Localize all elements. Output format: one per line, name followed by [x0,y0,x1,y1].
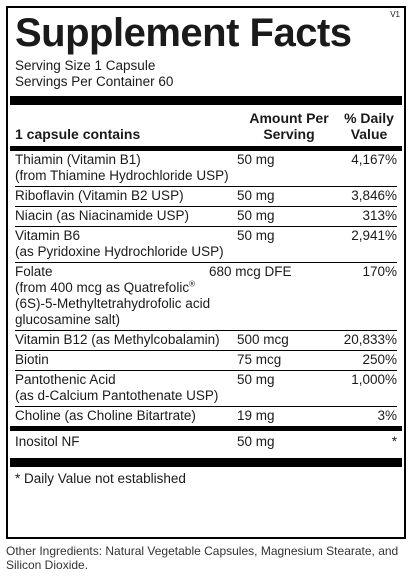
panel-title: Supplement Facts [15,11,352,55]
nutrient-name: Vitamin B6 [15,228,81,243]
nutrient-dv: * [391,434,397,449]
servings-per-container: Servings Per Container 60 [15,74,174,89]
table-header [15,105,397,146]
table-row [15,187,397,207]
nutrient-name: Choline (as Choline Bitartrate) [15,408,196,423]
registered-mark: ® [189,279,195,289]
header-contains: 1 capsule contains [15,126,141,142]
nutrient-dv: 3% [377,408,397,423]
nutrient-amount: 50 mg [237,228,275,243]
nutrient-amount: 50 mg [237,372,275,387]
table-row [15,151,397,187]
bottom-divider [10,458,402,467]
nutrient-name: Folate [15,264,53,279]
nutrient-source: (from Thiamine Hydrochloride USP) [15,168,229,183]
table-row [15,263,397,331]
nutrient-dv: 313% [362,208,397,223]
table-row [15,227,397,263]
nutrient-name: Niacin (as Niacinamide USP) [15,208,190,223]
nutrient-source: (as Pyridoxine Hydrochloride USP) [15,244,224,259]
nutrient-amount: 75 mcg [237,352,282,367]
supplement-facts-panel [6,6,406,539]
nutrient-amount: 680 mcg DFE [209,264,292,279]
nutrient-source: (as d-Calcium Pantothenate USP) [15,388,219,403]
other-ingredients: Other Ingredients: Natural Vegetable Capsules, Magnesium Stearate, and Silicon Dioxide. [6,544,399,572]
daily-value-footnote: * Daily Value not established [15,471,186,486]
nutrient-amount: 50 mg [237,208,275,223]
version-label: V1 [390,10,400,19]
nutrient-amount: 500 mcg [237,332,289,347]
nutrient-dv: 250% [362,352,397,367]
nutrient-amount: 50 mg [237,188,275,203]
nutrient-name: Vitamin B12 (as Methylcobalamin) [15,332,220,347]
nutrient-name: Thiamin (Vitamin B1) [15,152,141,167]
nutrient-name: Inositol NF [15,434,80,449]
table-row [15,407,397,426]
serving-info [15,58,397,90]
nutrient-dv: 1,000% [351,372,397,387]
table-row [15,371,397,407]
nutrient-dv: 4,167% [351,152,397,167]
thick-divider [10,96,402,105]
nutrient-dv: 2,941% [351,228,397,243]
nutrient-name: Pantothenic Acid [15,372,116,387]
nutrient-amount: 50 mg [237,434,275,449]
nutrient-amount: 19 mg [237,408,275,423]
nutrient-source-detail: (6S)-5-Methyltetrahydrofolic acid glucosamine salt) [15,296,211,327]
nutrient-dv: 170% [362,264,397,279]
table-row [15,207,397,227]
table-row [15,331,397,351]
table-row [15,431,397,452]
nutrient-dv: 3,846% [351,188,397,203]
header-daily-value: % Daily Value [344,110,394,142]
nutrient-name: Biotin [15,352,49,367]
nutrient-source: (from 400 mcg as Quatrefolic® [15,279,195,295]
serving-size: Serving Size 1 Capsule [15,58,156,73]
nutrient-amount: 50 mg [237,152,275,167]
nutrient-name: Riboflavin (Vitamin B2 USP) [15,188,184,203]
table-row [15,351,397,371]
nutrient-dv: 20,833% [343,332,397,347]
header-amount: Amount Per Serving [249,110,329,142]
